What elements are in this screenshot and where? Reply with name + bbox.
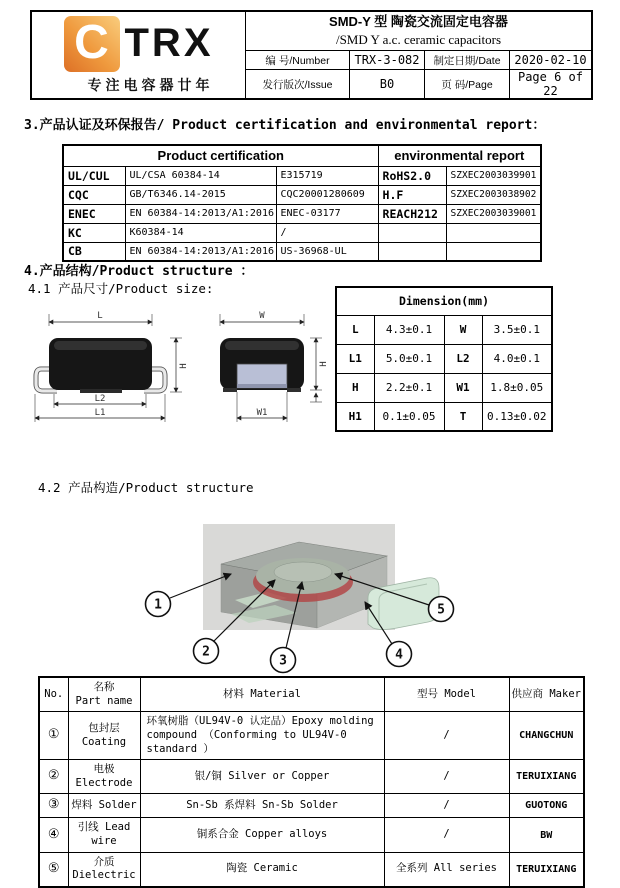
cert-body-cell: CB: [63, 242, 125, 261]
material-line2: compound （Conforming to UL94V-0 standard ）: [146, 728, 347, 755]
row-no: ③: [39, 794, 68, 818]
document-title-cn: SMD-Y 型 陶瓷交流固定电容器: [329, 14, 508, 30]
env-name-cell: REACH212: [378, 204, 446, 223]
section42-heading: 4.2 产品构造/Product structure: [38, 480, 254, 495]
col-maker: 供应商 Maker: [509, 677, 584, 712]
maker-cell: CHANGCHUN: [509, 712, 584, 760]
env-name-cell: [378, 242, 446, 261]
env-name-cell: H.F: [378, 185, 446, 204]
front-view-body: [36, 338, 165, 393]
env-number-cell: [446, 223, 541, 242]
material-cell: 铜系合金 Copper alloys: [140, 818, 384, 852]
company-logo: [32, 12, 246, 98]
dim-label-L: L: [97, 311, 103, 321]
part-name-cell: [68, 760, 140, 794]
page-label: 页 码/Page: [425, 70, 510, 98]
model-cell: /: [384, 712, 509, 760]
cert-body-cell: UL/CUL: [63, 166, 125, 185]
dim-value: 0.1±0.05: [374, 402, 444, 431]
date-label: 制定日期/Date: [425, 51, 510, 70]
part-name-line1: 引线 Lead: [77, 821, 131, 834]
cert-body-cell: KC: [63, 223, 125, 242]
part-name-cell: [68, 818, 140, 852]
model-cell: /: [384, 818, 509, 852]
part-name-line2: Coating: [81, 735, 127, 748]
dim-name: L1: [336, 344, 374, 373]
material-row: [39, 760, 584, 794]
document-title: [246, 12, 591, 51]
model-cell: /: [384, 760, 509, 794]
materials-header-row: [39, 677, 584, 712]
dim-value: 4.0±0.1: [482, 344, 552, 373]
callout-4: 4: [395, 647, 403, 663]
env-name-cell: RoHS2.0: [378, 166, 446, 185]
dimension-row: [336, 315, 552, 344]
col-no: No.: [39, 677, 68, 712]
material-cell: Sn-Sb 系焊料 Sn-Sb Solder: [140, 794, 384, 818]
part-name-cell: [68, 852, 140, 887]
dim-label-W1: W1: [256, 408, 268, 418]
dim-value: 5.0±0.1: [374, 344, 444, 373]
part-name-line2: Electrode: [75, 776, 133, 789]
number-value: TRX-3-082: [350, 51, 425, 70]
material-cell: 银/铜 Silver or Copper: [140, 760, 384, 794]
dim-value: 0.13±0.02: [482, 402, 552, 431]
dimension-table-header-row: [336, 287, 552, 315]
dim-name: T: [444, 402, 482, 431]
dimension-table: [335, 286, 553, 432]
maker-cell: GUOTONG: [509, 794, 584, 818]
row-no: ①: [39, 712, 68, 760]
part-name-line1: 电极: [93, 763, 115, 776]
callout-5: 5: [437, 602, 445, 618]
cert-body-cell: ENEC: [63, 204, 125, 223]
env-name-cell: [378, 223, 446, 242]
cert-standard-cell: EN 60384-14:2013/A1:2016: [125, 242, 276, 261]
section4-heading: 4.产品结构/Product structure ：: [24, 264, 254, 279]
dimension-table-title: Dimension(mm): [336, 287, 552, 315]
part-name-line1: 包封层: [88, 722, 120, 735]
issue-value: B0: [350, 70, 425, 98]
row-no: ⑤: [39, 852, 68, 887]
brand-slogan: 专注电容器廿年: [87, 76, 214, 93]
maker-cell: TERUIXIANG: [509, 852, 584, 887]
env-number-cell: [446, 242, 541, 261]
cert-number-cell: E315719: [276, 166, 378, 185]
section41-heading: 4.1 产品尺寸/Product size:: [28, 281, 214, 296]
part-name-line2: wire: [91, 835, 117, 848]
model-cell: 全系列 All series: [384, 852, 509, 887]
material-row: [39, 852, 584, 887]
dim-label-H-side: H: [319, 361, 329, 367]
dim-value: 3.5±0.1: [482, 315, 552, 344]
date-value: 2020-02-10: [510, 51, 591, 70]
dim-name: L: [336, 315, 374, 344]
cert-number-cell: CQC20001280609: [276, 185, 378, 204]
document-header: [30, 10, 593, 100]
dim-name: W1: [444, 373, 482, 402]
part-name-line1: 介质: [93, 855, 115, 868]
callout-2: 2: [202, 644, 210, 660]
brand-name: TRX: [124, 21, 214, 65]
product-size-drawing: [24, 306, 334, 441]
col-material: 材料 Material: [140, 677, 384, 712]
cert-row: [63, 242, 541, 261]
model-cell: /: [384, 794, 509, 818]
cert-standard-cell: K60384-14: [125, 223, 276, 242]
dim-label-L2: L2: [94, 394, 106, 404]
col-part-name-cn: 名称: [93, 681, 115, 693]
document-title-en: /SMD Y a.c. ceramic capacitors: [335, 32, 502, 47]
col-part-name-en: Part name: [75, 694, 133, 707]
dim-name: H1: [336, 402, 374, 431]
callout-3: 3: [279, 653, 287, 669]
dim-label-L1: L1: [94, 408, 106, 418]
number-label: 编 号/Number: [246, 51, 350, 70]
product-structure-figure: [135, 512, 505, 677]
env-number-cell: SZXEC2003038902: [446, 185, 541, 204]
cert-row: [63, 185, 541, 204]
part-name-line2: Dielectric: [72, 869, 136, 882]
side-view-body: [220, 338, 304, 392]
material-row: [39, 712, 584, 760]
certification-table: [62, 144, 542, 262]
dim-name: L2: [444, 344, 482, 373]
cert-standard-cell: EN 60384-14:2013/A1:2016: [125, 204, 276, 223]
page-value: Page 6 of 22: [517, 70, 584, 98]
dim-name: H: [336, 373, 374, 402]
cert-number-cell: US-36968-UL: [276, 242, 378, 261]
dim-label-H-front: H: [179, 363, 189, 369]
cert-number-cell: ENEC-03177: [276, 204, 378, 223]
row-no: ②: [39, 760, 68, 794]
cert-row: [63, 204, 541, 223]
cert-header-cell: Product certification: [63, 145, 378, 166]
material-cell: 陶瓷 Ceramic: [140, 852, 384, 887]
env-header-cell: environmental report: [378, 145, 541, 166]
part-name-cell: [68, 712, 140, 760]
logo-row: [64, 16, 214, 72]
cert-row: [63, 223, 541, 242]
part-name-cell: 焊料 Solder: [68, 794, 140, 818]
dimension-row: [336, 344, 552, 373]
dim-label-W: W: [259, 311, 265, 321]
dimension-row: [336, 402, 552, 431]
material-line1: 环氧树脂（UL94V-0 认定品）Epoxy molding: [146, 715, 374, 728]
dim-name: W: [444, 315, 482, 344]
cert-standard-cell: UL/CSA 60384-14: [125, 166, 276, 185]
maker-cell: BW: [509, 818, 584, 852]
material-row: [39, 794, 584, 818]
cert-number-cell: /: [276, 223, 378, 242]
issue-label: 发行版次/Issue: [246, 70, 350, 98]
certification-table-header-row: [63, 145, 541, 166]
row-no: ④: [39, 818, 68, 852]
env-number-cell: SZXEC2003039901: [446, 166, 541, 185]
materials-table: [38, 676, 585, 888]
col-model: 型号 Model: [384, 677, 509, 712]
cert-standard-cell: GB/T6346.14-2015: [125, 185, 276, 204]
col-part-name: [68, 677, 140, 712]
material-row: [39, 818, 584, 852]
dim-value: 2.2±0.1: [374, 373, 444, 402]
cert-body-cell: CQC: [63, 185, 125, 204]
env-number-cell: SZXEC2003039001: [446, 204, 541, 223]
dimension-row: [336, 373, 552, 402]
ceramic-disc: [253, 558, 353, 602]
material-cell: [140, 712, 384, 760]
logo-block: [64, 16, 214, 95]
dim-value: 4.3±0.1: [374, 315, 444, 344]
section3-heading: 3.产品认证及环保报告/ Product certification and environmental report：: [24, 118, 546, 133]
cert-row: [63, 166, 541, 185]
capacitor-logo-icon: C: [64, 16, 120, 72]
callout-1: 1: [154, 597, 162, 613]
maker-cell: TERUIXIANG: [509, 760, 584, 794]
dim-value: 1.8±0.05: [482, 373, 552, 402]
